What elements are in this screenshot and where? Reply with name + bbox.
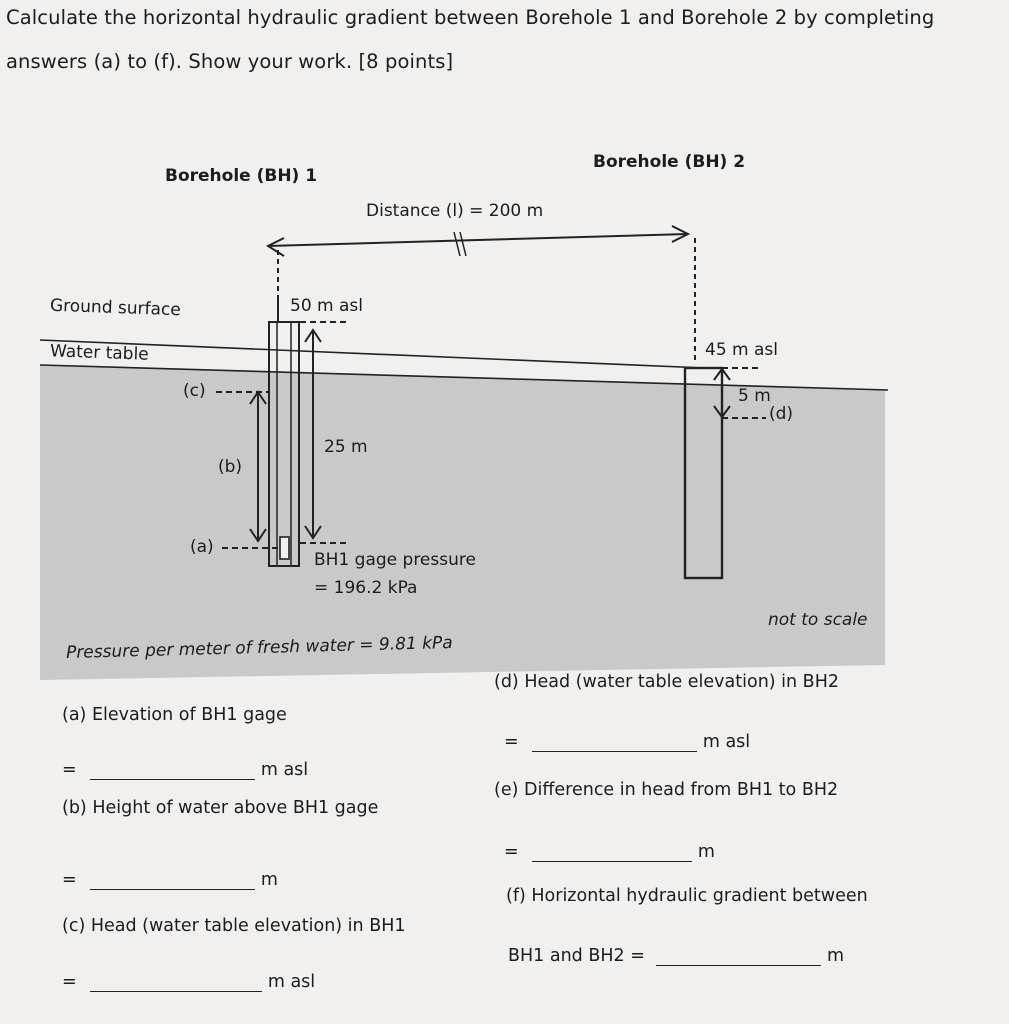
bh1-title: Borehole (BH) 1 [165, 166, 318, 186]
bh1-elevation-label: 50 m asl [290, 296, 363, 316]
pressure-note: Pressure per meter of fresh water = 9.81 kPa [65, 632, 453, 664]
equals-sign: = [504, 842, 519, 862]
answer-e-unit: m [697, 842, 715, 862]
not-to-scale-note: not to scale [768, 610, 868, 630]
answer-c-row [62, 972, 315, 992]
question-line-1: Calculate the horizontal hydraulic gradient between Borehole 1 and Borehole 2 by completing [6, 6, 935, 29]
question-c-label: (c) Head (water table elevation) in BH1 [62, 916, 406, 936]
answer-a-unit: m asl [260, 760, 309, 780]
ground-surface-label: Ground surface [49, 295, 182, 321]
distance-tick [460, 232, 466, 256]
label-d: (d) [769, 404, 794, 424]
gage-pressure-line-2: = 196.2 kPa [314, 578, 418, 598]
answer-d-row [504, 732, 750, 752]
question-b-label: (b) Height of water above BH1 gage [62, 798, 379, 818]
answer-b-row [62, 870, 278, 890]
distance-arrowhead-left [268, 238, 284, 256]
label-b: (b) [218, 457, 243, 477]
answer-f-unit: m [827, 946, 845, 966]
label-c: (c) [183, 381, 206, 401]
bh2-title: Borehole (BH) 2 [593, 152, 746, 172]
water-table-label: Water table [49, 341, 150, 365]
answer-f-row [508, 946, 844, 966]
question-f-label-line1: (f) Horizontal hydraulic gradient between [506, 886, 868, 906]
gage-pressure-line-1: BH1 gage pressure [314, 550, 476, 570]
question-line-2: answers (a) to (f). Show your work. [8 points] [6, 50, 454, 73]
bh2-depth-label: 5 m [738, 386, 771, 406]
answer-a-row [62, 760, 308, 780]
answer-a-blank[interactable] [90, 761, 255, 780]
distance-label: Distance (l) = 200 m [366, 201, 544, 221]
answer-d-unit: m asl [702, 732, 751, 752]
answer-c-unit: m asl [267, 972, 316, 992]
answer-c-blank[interactable] [90, 973, 262, 992]
equals-sign: = [62, 972, 77, 992]
answer-d-blank[interactable] [532, 733, 697, 752]
question-a-label: (a) Elevation of BH1 gage [62, 705, 287, 725]
answer-b-unit: m [260, 870, 278, 890]
equals-sign: = [62, 760, 77, 780]
aquifer-zone [40, 365, 885, 680]
distance-tick [454, 232, 460, 256]
label-a: (a) [190, 537, 214, 557]
bh2-elevation-label: 45 m asl [705, 340, 778, 360]
question-d-label: (d) Head (water table elevation) in BH2 [494, 672, 839, 692]
distance-arrow [268, 234, 688, 246]
answer-b-blank[interactable] [90, 871, 255, 890]
equals-sign: = [504, 732, 519, 752]
bh1-gage [280, 537, 289, 559]
answer-f-blank[interactable] [656, 947, 821, 966]
question-e-label: (e) Difference in head from BH1 to BH2 [494, 780, 839, 800]
answer-e-row [504, 842, 715, 862]
question-f-label-line2: BH1 and BH2 = [508, 946, 645, 966]
bh1-depth-label: 25 m [324, 437, 368, 457]
answer-e-blank[interactable] [532, 843, 692, 862]
equals-sign: = [62, 870, 77, 890]
